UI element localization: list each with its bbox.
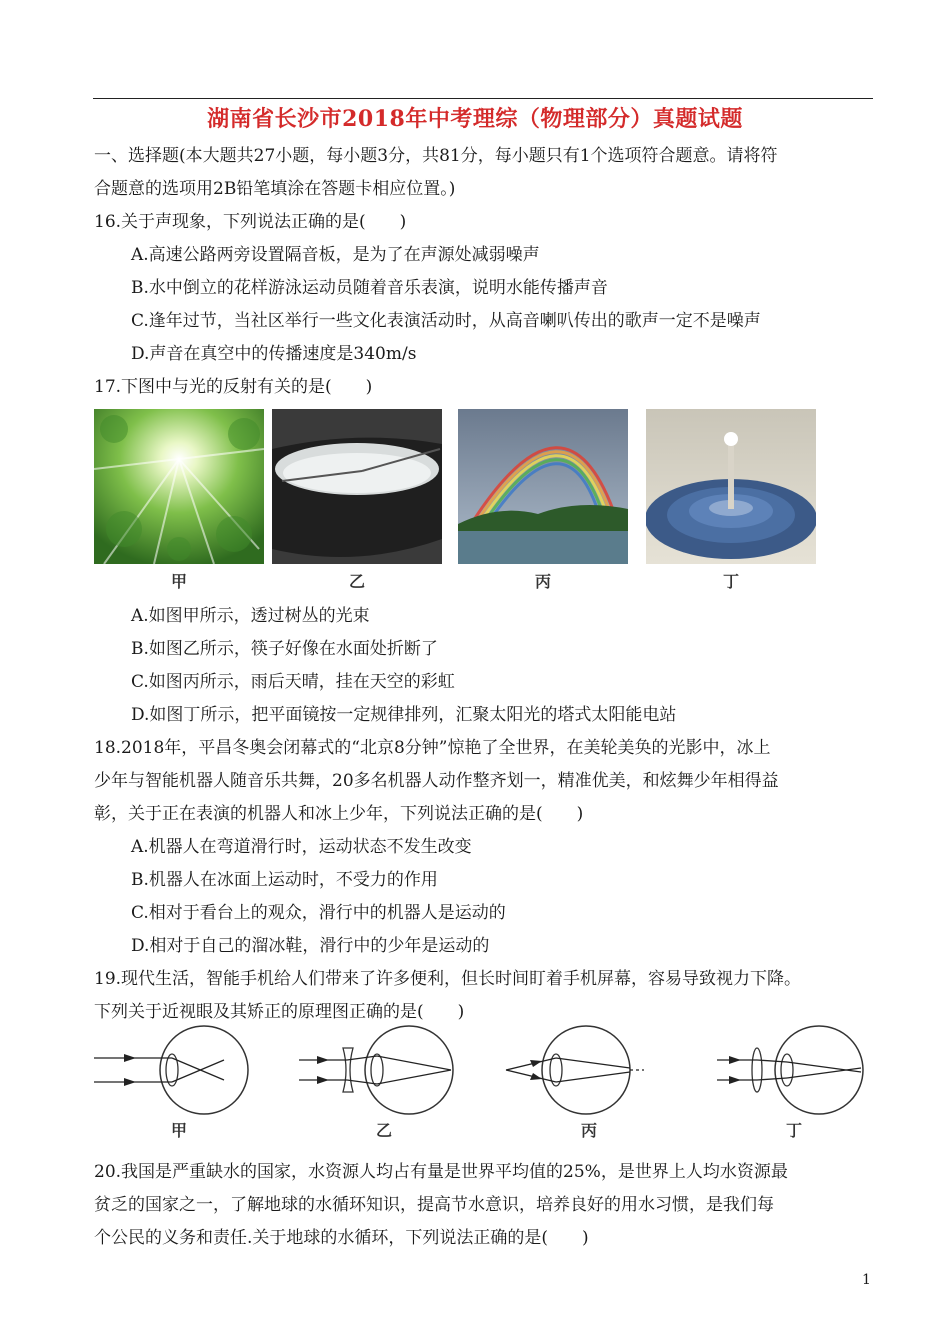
- solar-tower-photo: [646, 409, 816, 564]
- photo-caption-bing: 丙: [534, 572, 551, 591]
- q16-option-d: D.声音在真空中的传播速度是340m/s: [131, 344, 417, 364]
- page-title: 湖南省长沙市2018年中考理综（物理部分）真题试题: [207, 106, 743, 132]
- q17-option-a: A.如图甲所示，透过树丛的光束: [131, 606, 370, 626]
- q19-stem-line1: 19.现代生活，智能手机给人们带来了许多便利，但长时间盯着手机屏幕，容易导致视力下降。: [94, 969, 802, 989]
- q17-option-d: D.如图丁所示，把平面镜按一定规律排列，汇聚太阳光的塔式太阳能电站: [131, 705, 677, 725]
- eye-caption-ding: 丁: [785, 1121, 802, 1140]
- eye-caption-yi: 乙: [375, 1121, 392, 1140]
- q18-stem-line1: 18.2018年，平昌冬奥会闭幕式的“北京8分钟”惊艳了全世界，在美轮美奂的光影中，冰上: [94, 738, 771, 758]
- q16-stem: 16.关于声现象，下列说法正确的是( ): [94, 212, 407, 232]
- q18-stem-line3: 彰，关于正在表演的机器人和冰上少年，下列说法正确的是( ): [94, 804, 584, 824]
- q17-stem: 17.下图中与光的反射有关的是( ): [94, 377, 373, 397]
- photo-caption-yi: 乙: [348, 572, 365, 591]
- q18-option-b: B.机器人在冰面上运动时，不受力的作用: [131, 870, 438, 890]
- q18-option-d: D.相对于自己的溜冰鞋，滑行中的少年是运动的: [131, 936, 490, 956]
- q17-option-b: B.如图乙所示，筷子好像在水面处折断了: [131, 639, 438, 659]
- q20-stem-line3: 个公民的义务和责任.关于地球的水循环，下列说法正确的是( ): [94, 1228, 589, 1248]
- photo-caption-ding: 丁: [722, 572, 739, 591]
- q16-option-b: B.水中倒立的花样游泳运动员随着音乐表演，说明水能传播声音: [131, 278, 608, 298]
- rainbow-landscape-photo: [458, 409, 628, 564]
- q18-option-c: C.相对于看台上的观众，滑行中的机器人是运动的: [131, 903, 506, 923]
- chopstick-bowl-photo: [272, 409, 442, 564]
- q19-stem-line2: 下列关于近视眼及其矫正的原理图正确的是( ): [94, 1002, 465, 1022]
- section-instructions-line2: 合题意的选项用2B铅笔填涂在答题卡相应位置。): [94, 179, 456, 199]
- section-instructions-line1: 一、选择题(本大题共27小题，每小题3分，共81分，每小题只有1个选项符合题意。请将符: [94, 146, 778, 166]
- photo-caption-jia: 甲: [170, 572, 187, 591]
- q16-option-a: A.高速公路两旁设置隔音板，是为了在声源处减弱噪声: [131, 245, 540, 265]
- q17-photo-row: [94, 409, 854, 594]
- q19-eye-diagram-row: [94, 1022, 874, 1152]
- q16-option-c: C.逢年过节，当社区举行一些文化表演活动时，从高音喇叭传出的歌声一定不是噪声: [131, 311, 761, 331]
- forest-sunbeam-photo: [94, 409, 264, 564]
- eye-caption-bing: 丙: [580, 1121, 597, 1140]
- q17-option-c: C.如图丙所示，雨后天晴，挂在天空的彩虹: [131, 672, 455, 692]
- q18-option-a: A.机器人在弯道滑行时，运动状态不发生改变: [131, 837, 472, 857]
- q20-stem-line1: 20.我国是严重缺水的国家，水资源人均占有量是世界平均值的25%，是世界上人均水资源最: [94, 1162, 788, 1182]
- eye-caption-jia: 甲: [170, 1121, 187, 1140]
- q20-stem-line2: 贫乏的国家之一，了解地球的水循环知识，提高节水意识，培养良好的用水习惯，是我们每: [94, 1195, 774, 1215]
- page-number: 1: [862, 1272, 871, 1288]
- header-rule: [93, 98, 873, 99]
- q18-stem-line2: 少年与智能机器人随音乐共舞，20多名机器人动作整齐划一，精准优美，和炫舞少年相得益: [94, 771, 779, 791]
